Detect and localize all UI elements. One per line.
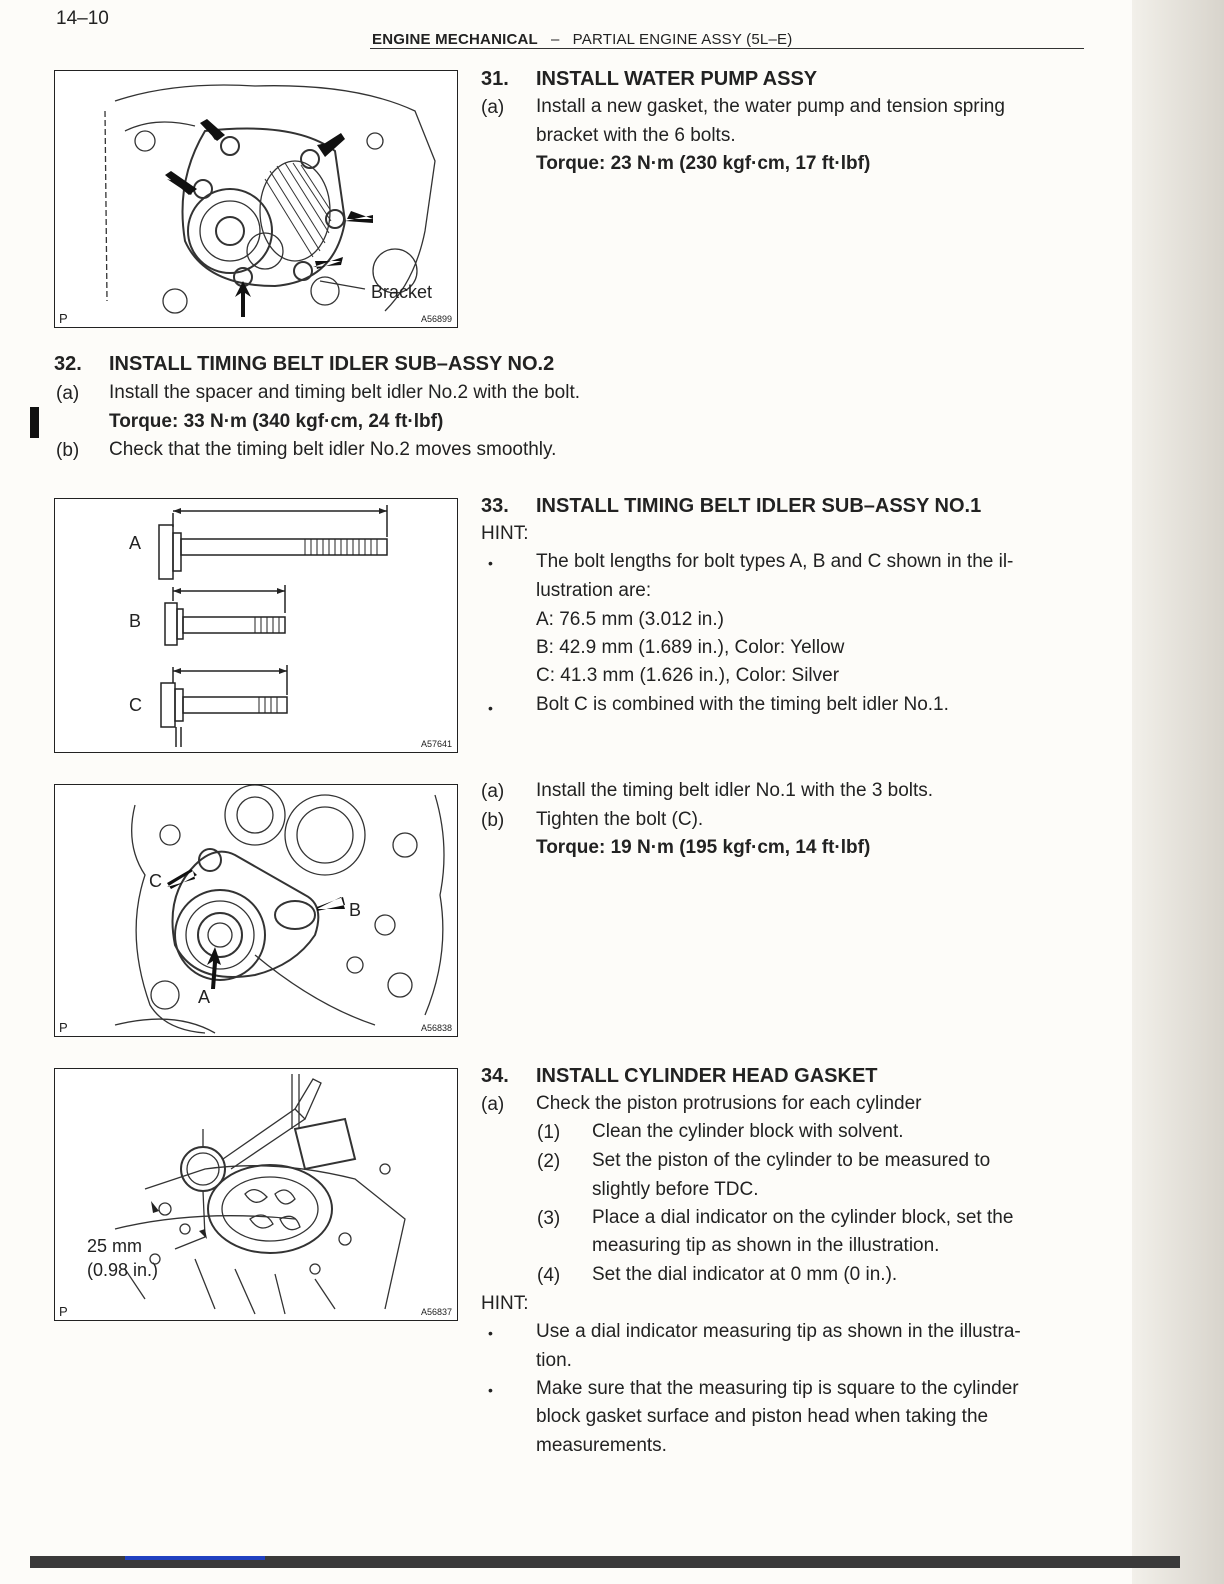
step-32b-text: Check that the timing belt idler No.2 moves smoothly. bbox=[109, 439, 557, 460]
idler-c-label: C bbox=[149, 871, 162, 891]
step-34-2-line1: Set the piston of the cylinder to be measured to bbox=[592, 1150, 991, 1171]
bolt-c-label: C bbox=[129, 695, 142, 715]
step-34-hint2-line3: measurements. bbox=[536, 1435, 667, 1456]
step-33-number: 33. bbox=[481, 495, 509, 517]
step-33b-label: (b) bbox=[481, 810, 505, 831]
bullet-icon: • bbox=[488, 700, 493, 716]
dial-indicator-figure bbox=[54, 1068, 458, 1321]
bolt-c-length: C: 41.3 mm (1.626 in.), Color: Silver bbox=[536, 665, 840, 686]
idler-no1-illustration bbox=[55, 785, 457, 1036]
bolt-lengths-figure bbox=[54, 498, 458, 753]
header-separator: – bbox=[551, 31, 560, 48]
step-34-2-line2: slightly before TDC. bbox=[592, 1179, 759, 1200]
step-31-title: INSTALL WATER PUMP ASSY bbox=[536, 68, 818, 90]
step-31a-line1: Install a new gasket, the water pump and tension spring bbox=[536, 96, 1005, 117]
step-34-hint1-line2: tion. bbox=[536, 1350, 572, 1371]
step-34-hint2-line1: Make sure that the measuring tip is square to the cylinder bbox=[536, 1378, 1019, 1399]
header-rule bbox=[370, 48, 1084, 49]
measurement-in-label: (0.98 in.) bbox=[87, 1260, 159, 1280]
step-33-torque: Torque: 19 N·m (195 kgf·cm, 14 ft·lbf) bbox=[536, 837, 871, 858]
step-34-4-label: (4) bbox=[537, 1265, 561, 1286]
idler-b-label: B bbox=[349, 900, 362, 920]
revision-mark bbox=[30, 407, 39, 438]
bottom-blue-mark bbox=[125, 1556, 265, 1560]
bolt-b-label: B bbox=[129, 611, 142, 631]
step-32a-text: Install the spacer and timing belt idler No.2 with the bolt. bbox=[109, 382, 581, 403]
figure-p-mark: P bbox=[59, 1304, 68, 1319]
figure-id: A56837 bbox=[420, 1307, 452, 1317]
step-34-hint: HINT: bbox=[481, 1293, 529, 1314]
bolt-lengths-illustration bbox=[55, 499, 457, 752]
figure-id: A56899 bbox=[420, 314, 452, 324]
step-34-hint1-line1: Use a dial indicator measuring tip as shown in the illustra- bbox=[536, 1321, 1021, 1342]
step-32-number: 32. bbox=[54, 353, 82, 375]
step-31-torque: Torque: 23 N·m (230 kgf·cm, 17 ft·lbf) bbox=[536, 153, 871, 174]
step-32-title: INSTALL TIMING BELT IDLER SUB–ASSY NO.2 bbox=[109, 353, 555, 375]
header-section: ENGINE MECHANICAL bbox=[372, 31, 538, 48]
step-33-title: INSTALL TIMING BELT IDLER SUB–ASSY NO.1 bbox=[536, 495, 982, 517]
bracket-label: Bracket bbox=[371, 282, 433, 302]
figure-p-mark: P bbox=[59, 311, 68, 326]
step-32a-label: (a) bbox=[56, 383, 80, 404]
page-number: 14–10 bbox=[56, 8, 109, 29]
step-34-2-label: (2) bbox=[537, 1151, 561, 1172]
step-34-1-label: (1) bbox=[537, 1122, 561, 1143]
figure-id: A56838 bbox=[420, 1023, 452, 1033]
idler-no1-figure bbox=[54, 784, 458, 1037]
step-33a-label: (a) bbox=[481, 781, 505, 802]
step-33a-text: Install the timing belt idler No.1 with the 3 bolts. bbox=[536, 780, 934, 801]
step-34-number: 34. bbox=[481, 1065, 509, 1087]
step-34-3-line1: Place a dial indicator on the cylinder block, set the bbox=[592, 1207, 1014, 1228]
step-33-hint: HINT: bbox=[481, 523, 529, 544]
step-34-title: INSTALL CYLINDER HEAD GASKET bbox=[536, 1065, 878, 1087]
step-34-4-text: Set the dial indicator at 0 mm (0 in.). bbox=[592, 1264, 898, 1285]
page-edge-shadow bbox=[1132, 0, 1224, 1584]
bolt-a-length: A: 76.5 mm (3.012 in.) bbox=[536, 609, 724, 630]
step-31a-label: (a) bbox=[481, 97, 505, 118]
step-34a-text: Check the piston protrusions for each cylinder bbox=[536, 1093, 922, 1114]
bullet-icon: • bbox=[488, 555, 493, 571]
dial-indicator-illustration bbox=[55, 1069, 457, 1320]
step-33-bullet1-line2: lustration are: bbox=[536, 580, 652, 601]
step-34-hint2-line2: block gasket surface and piston head when taking the bbox=[536, 1406, 989, 1427]
running-header bbox=[372, 31, 792, 48]
step-31a-line2: bracket with the 6 bolts. bbox=[536, 125, 736, 146]
bolt-a-label: A bbox=[129, 533, 142, 553]
header-subsection: PARTIAL ENGINE ASSY (5L–E) bbox=[572, 31, 793, 48]
idler-a-label: A bbox=[198, 987, 211, 1007]
step-34-3-label: (3) bbox=[537, 1208, 561, 1229]
step-33b-text: Tighten the bolt (C). bbox=[536, 809, 704, 830]
step-33-bullet2: Bolt C is combined with the timing belt idler No.1. bbox=[536, 694, 949, 715]
figure-id: A57641 bbox=[420, 739, 452, 749]
step-31-number: 31. bbox=[481, 68, 509, 90]
water-pump-figure bbox=[54, 70, 458, 328]
step-32-torque: Torque: 33 N·m (340 kgf·cm, 24 ft·lbf) bbox=[109, 411, 444, 432]
step-33-bullet1-line1: The bolt lengths for bolt types A, B and C shown in the il- bbox=[536, 551, 1014, 572]
step-34-1-text: Clean the cylinder block with solvent. bbox=[592, 1121, 904, 1142]
figure-p-mark: P bbox=[59, 1020, 68, 1035]
step-32b-label: (b) bbox=[56, 440, 80, 461]
step-34-3-line2: measuring tip as shown in the illustration. bbox=[592, 1235, 940, 1256]
bullet-icon: • bbox=[488, 1382, 493, 1398]
bullet-icon: • bbox=[488, 1325, 493, 1341]
measurement-mm-label: 25 mm bbox=[87, 1236, 143, 1256]
bolt-b-length: B: 42.9 mm (1.689 in.), Color: Yellow bbox=[536, 637, 845, 658]
step-34a-label: (a) bbox=[481, 1094, 505, 1115]
